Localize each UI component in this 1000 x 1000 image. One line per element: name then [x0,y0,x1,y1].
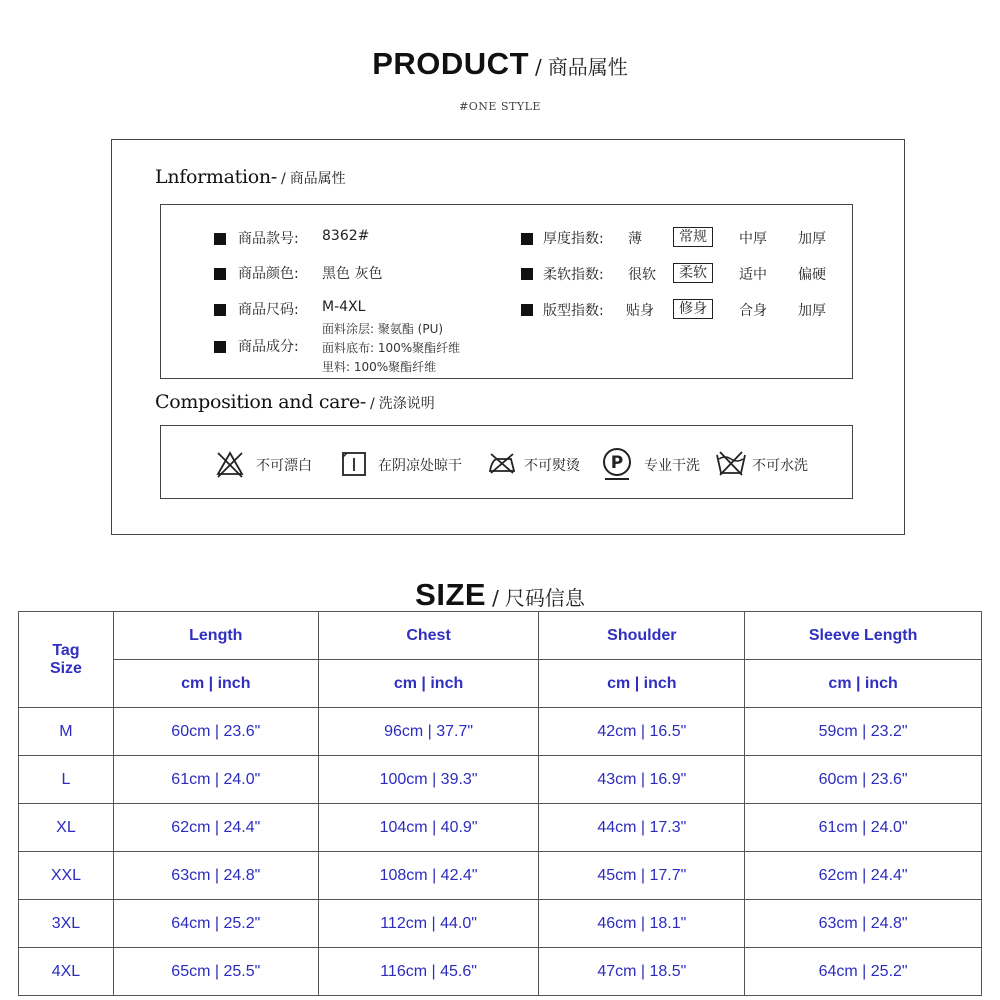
no-wash-icon [715,449,747,477]
care-label-no-bleach: 不可漂白 [256,458,312,474]
composition-line: 里料: 100%聚酯纤维 [322,360,437,374]
chest-cell: 100cm | 39.3" [318,756,539,804]
care-label-no-iron: 不可熨烫 [524,458,580,474]
unit-header: cm | inch [539,660,745,708]
size-table [18,611,982,996]
composition-line: 面料涂层: 聚氨酯 (PU) [322,322,444,336]
chest-cell: 112cm | 44.0" [318,900,539,948]
no-iron-icon [487,451,517,475]
care-label-dry-in-shade: 在阴凉处晾干 [378,458,462,474]
product-subtitle: 商品属性 [547,55,628,79]
length-cell: 62cm | 24.4" [113,804,318,852]
size-slash: / [492,586,499,610]
table-row [19,852,982,900]
sleeve-cell: 61cm | 24.0" [745,804,982,852]
chest-cell: 104cm | 40.9" [318,804,539,852]
attr-value-size: M-4XL [322,299,366,315]
care-label-no-wash: 不可水洗 [752,458,808,474]
table-row [19,900,982,948]
length-cell: 64cm | 25.2" [113,900,318,948]
sleeve-cell: 60cm | 23.6" [745,756,982,804]
index-option: 中厚 [739,231,767,247]
tag-header-line: Tag [52,641,80,659]
size-subtitle: 尺码信息 [504,586,585,610]
product-slash: / [535,55,542,79]
bullet [521,304,533,316]
dry-clean-glyph: P [610,453,624,473]
care-section-title [155,391,435,413]
index-option-selected: 柔软 [673,263,713,283]
shoulder-cell: 47cm | 18.5" [539,948,745,996]
info-section-title [155,166,346,188]
care-label-dry-clean: 专业干洗 [644,458,700,474]
attr-value-style-no: 8362# [322,228,370,244]
size-cell: M [19,708,114,756]
column-header-sleeve-length: Sleeve Length [745,612,982,660]
column-header-shoulder: Shoulder [539,612,745,660]
dry-clean-icon [600,447,634,481]
index-option: 很软 [628,267,656,283]
index-option: 贴身 [626,303,654,319]
bullet [521,268,533,280]
index-label-fit: 版型指数: [543,303,604,319]
attr-label-style-no: 商品款号: [238,231,299,247]
no-bleach-icon [215,449,245,479]
attr-label-size: 商品尺码: [238,302,299,318]
length-cell: 61cm | 24.0" [113,756,318,804]
size-title: SIZE [415,577,487,612]
index-option-selected: 常规 [673,227,713,247]
attr-label-color: 商品颜色: [238,266,299,282]
chest-cell: 96cm | 37.7" [318,708,539,756]
index-option-selected: 修身 [673,299,713,319]
size-cell: 4XL [19,948,114,996]
length-cell: 63cm | 24.8" [113,852,318,900]
unit-header: cm | inch [745,660,982,708]
attr-value-color: 黑色 灰色 [322,266,383,282]
length-cell: 65cm | 25.5" [113,948,318,996]
sleeve-cell: 62cm | 24.4" [745,852,982,900]
unit-header: cm | inch [318,660,539,708]
index-option: 加厚 [798,231,826,247]
size-cell: XL [19,804,114,852]
tagline: #ONE STYLE [459,100,541,113]
table-row [19,948,982,996]
tag-size-header [19,612,114,708]
product-title: PRODUCT [372,46,530,81]
table-row [19,708,982,756]
sleeve-cell: 59cm | 23.2" [745,708,982,756]
info-title-slash: / [280,171,286,187]
table-unit-row [19,660,982,708]
chest-cell: 108cm | 42.4" [318,852,539,900]
index-option: 适中 [739,267,767,283]
column-header-chest: Chest [318,612,539,660]
shoulder-cell: 46cm | 18.1" [539,900,745,948]
care-title-cn: 洗涤说明 [378,396,435,412]
shoulder-cell: 42cm | 16.5" [539,708,745,756]
unit-header: cm | inch [113,660,318,708]
index-label-thickness: 厚度指数: [543,231,604,247]
bullet [214,233,226,245]
index-option: 薄 [628,231,642,247]
info-title-en: Lnformation- [155,166,277,188]
index-option: 合身 [739,303,767,319]
bullet [214,268,226,280]
bullet [214,304,226,316]
length-cell: 60cm | 23.6" [113,708,318,756]
table-row [19,804,982,852]
size-cell: XXL [19,852,114,900]
table-header-row [19,612,982,660]
size-header [0,577,1000,613]
size-cell: 3XL [19,900,114,948]
shoulder-cell: 44cm | 17.3" [539,804,745,852]
bullet [214,341,226,353]
sleeve-cell: 64cm | 25.2" [745,948,982,996]
tag-header-line: Size [49,659,82,677]
product-header [0,46,1000,82]
composition-line: 面料底布: 100%聚酯纤维 [322,341,461,355]
attr-label-composition: 商品成分: [238,339,299,355]
bullet [521,233,533,245]
info-title-cn: 商品属性 [289,171,346,187]
index-option: 偏硬 [798,267,826,283]
index-option: 加厚 [798,303,826,319]
care-title-slash: / [370,396,375,412]
size-cell: L [19,756,114,804]
index-label-softness: 柔软指数: [543,267,604,283]
shoulder-cell: 43cm | 16.9" [539,756,745,804]
sleeve-cell: 63cm | 24.8" [745,900,982,948]
care-title-en: Composition and care- [155,391,367,413]
column-header-length: Length [113,612,318,660]
table-row [19,756,982,804]
shoulder-cell: 45cm | 17.7" [539,852,745,900]
chest-cell: 116cm | 45.6" [318,948,539,996]
dry-in-shade-icon [341,451,367,477]
